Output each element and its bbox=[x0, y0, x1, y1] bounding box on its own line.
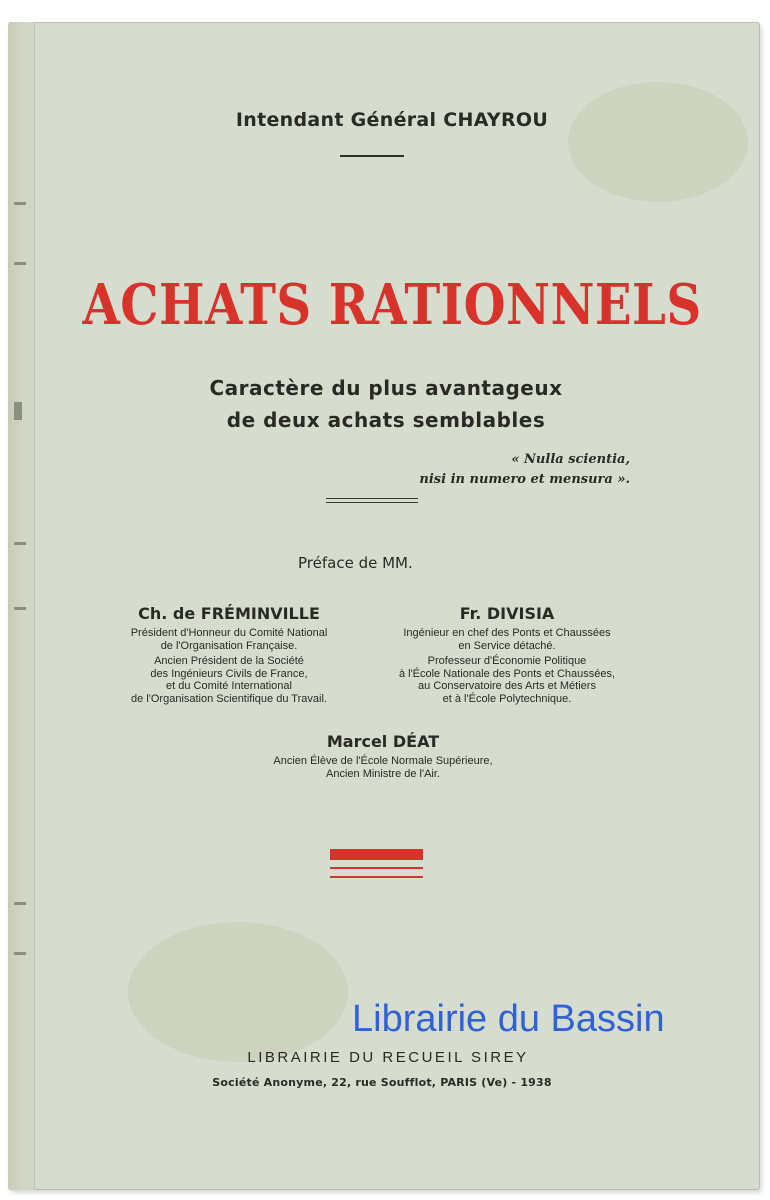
spine-mark bbox=[14, 902, 26, 905]
double-rule-top bbox=[326, 498, 418, 499]
spine-mark bbox=[14, 262, 26, 265]
prefacer-title: Ingénieur en chef des Ponts et Chaussées en Service détaché. bbox=[403, 627, 611, 652]
spine-mark bbox=[14, 607, 26, 610]
prefacer-name: Marcel DÉAT bbox=[326, 732, 440, 751]
red-ornament-bar bbox=[330, 849, 423, 860]
prefacer-fremiville bbox=[98, 604, 360, 708]
book-spine-edge bbox=[8, 22, 35, 1190]
paper-stain bbox=[128, 922, 348, 1062]
watermark-text: Librairie du Bassin bbox=[352, 998, 665, 1040]
prefacer-title: Professeur d'Économie Politique à l'École Nationale des Ponts et Chaussées, au Conservatoire des Arts et Métiers et à l'École Polytechnique. bbox=[398, 655, 616, 705]
prefacer-name: Fr. DIVISIA bbox=[459, 604, 555, 623]
book-subtitle bbox=[10, 372, 760, 436]
prefacer-title: Président d'Honneur du Comité National de l'Organisation Française. bbox=[130, 627, 328, 652]
publisher-address: Société Anonyme, 22, rue Soufflot, PARIS (Ve) - 1938 bbox=[212, 1076, 552, 1089]
spine-mark bbox=[14, 952, 26, 955]
subtitle-line-1: Caractère du plus avantageux bbox=[209, 376, 563, 400]
author-rule bbox=[340, 155, 404, 157]
preface-label: Préface de MM. bbox=[298, 554, 413, 572]
book-title: ACHATS RATIONNELS bbox=[82, 272, 702, 338]
red-ornament-line bbox=[330, 876, 423, 878]
latin-motto bbox=[419, 450, 630, 490]
prefacer-divisia bbox=[376, 604, 638, 708]
motto-line-1: « Nulla scientia, bbox=[511, 452, 630, 467]
spine-mark bbox=[14, 542, 26, 545]
paper-stain bbox=[568, 82, 748, 202]
prefacer-name: Ch. de FRÉMINVILLE bbox=[138, 604, 320, 623]
prefacer-title: Ancien Élève de l'École Normale Supérieure, Ancien Ministre de l'Air. bbox=[273, 755, 493, 780]
subtitle-line-2: de deux achats semblables bbox=[226, 408, 546, 432]
publisher-name: LIBRAIRIE DU RECUEIL SIREY bbox=[247, 1049, 529, 1066]
motto-line-2: nisi in numero et mensura ». bbox=[419, 472, 630, 487]
prefacer-title: Ancien Président de la Société des Ingénieurs Civils de France, et du Comité International de l'Organisation Scientifique du Travail. bbox=[131, 655, 327, 705]
double-rule-bottom bbox=[326, 502, 418, 503]
red-ornament-line bbox=[330, 867, 423, 869]
spine-mark bbox=[14, 202, 26, 205]
author-name: Intendant Général CHAYROU bbox=[235, 109, 549, 131]
prefacer-deat bbox=[228, 732, 538, 783]
